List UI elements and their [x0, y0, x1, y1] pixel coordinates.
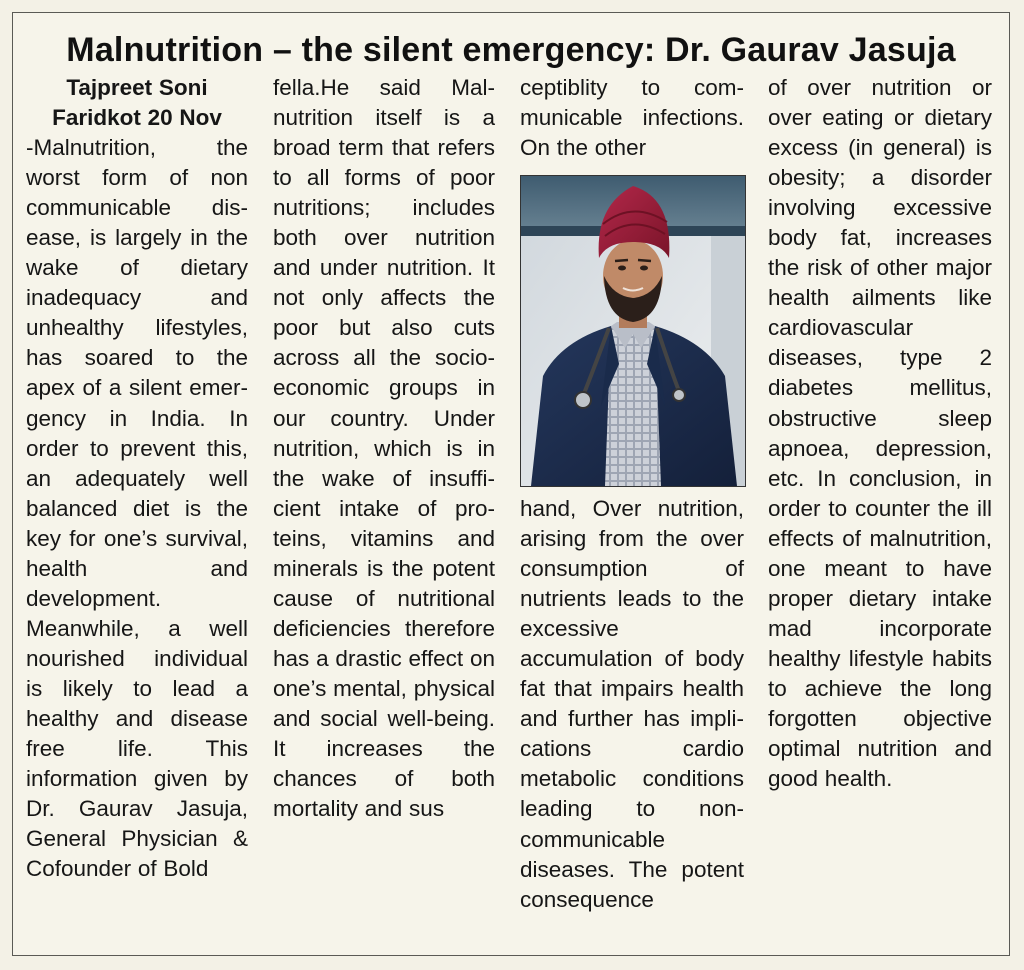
- article-column-1: [26, 73, 248, 884]
- doctor-portrait-photo: [520, 175, 746, 487]
- column-4-text: of over nutrition or over eating or dietary excess (in general) is obesity; a disorder involving excessive body fat, increases the risk of other major health ailments like cardiovascular diseases, type 2 diabetes mellitus, obstructive sleep apnoea, depression, etc. In conclusion, in order to counter the ill effects of malnutrition, one meant to have proper dietary intake mad incorporate healthy lifestyle habits to achieve the long forgotten objective optimal nutrition and good health.: [768, 75, 992, 792]
- byline-place-date: Faridkot 20 Nov: [52, 105, 222, 131]
- byline-author: Tajpreet Soni: [66, 75, 208, 100]
- column-3-bottom-text: hand, Over nutrition, arising from the over consumption of nutrients leads to the excessive accumulation of body fat that impairs health and further has implications cardio metabolic conditions leading to non-communicable diseases. The potent consequence: [520, 496, 744, 912]
- article-column-4: [768, 73, 992, 794]
- headline: Malnutrition – the silent emergency: Dr. Gaurav Jasuja: [66, 31, 956, 69]
- article-column-3-top: [520, 73, 744, 163]
- column-2-text: fella.He said Malnutrition itself is a broad term that refers to all forms of poor nutritions; includes both over nutrition and under nutrition. It not only affects the poor but also cuts across all the socio-economic groups in our country. Under nutrition, which is in the wake of insufficient intake of proteins, vitamins and minerals is the potent cause of nutritional deficiencies therefore has a drastic effect on one’s mental, physical and social well-being. It increases the chances of both mortality and sus: [273, 75, 495, 822]
- article-column-2: [273, 73, 495, 824]
- doctor-photo-illustration: [521, 176, 745, 486]
- article-column-3-bottom: [520, 494, 744, 915]
- column-1-text: -Malnutrition, the worst form of non communicable disease, is largely in the wake of dietary inadequacy and unhealthy lifestyles, has soared to the apex of a silent emergency in India. In order to prevent this, an adequately well balanced diet is the key for one’s survival, health and development. Meanwhile, a well nourished individual is likely to lead a healthy and disease free life. This information given by Dr. Gaurav Jasuja, General Physician & Cofounder of Bold: [26, 135, 248, 882]
- column-3-top-text: ceptiblity to communicable infections. On the other: [520, 75, 744, 161]
